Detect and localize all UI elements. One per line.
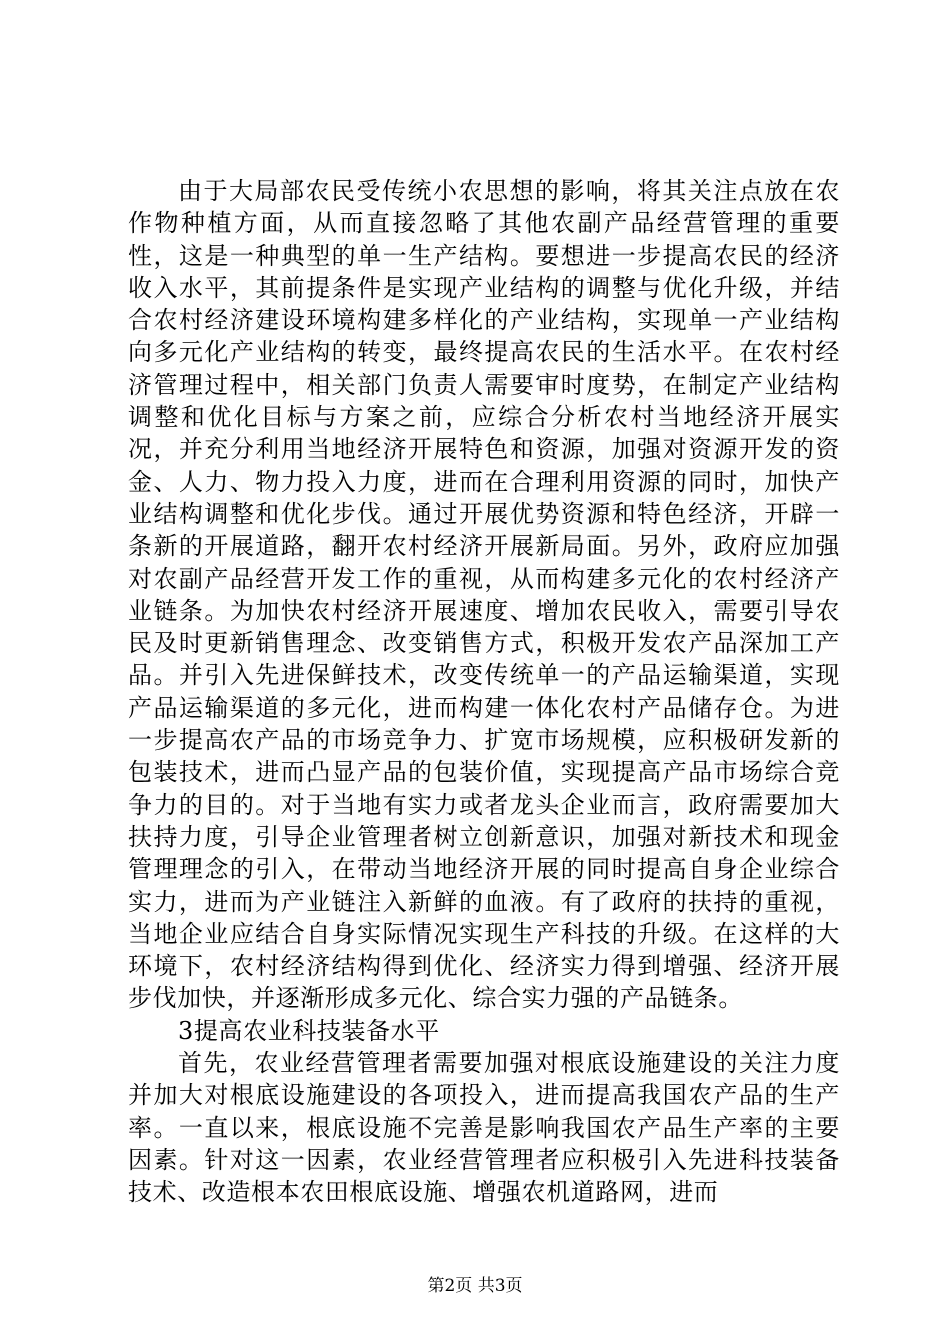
paragraph-industry-structure: 由于大局部农民受传统小农思想的影响，将其关注点放在农作物种植方面，从而直接忽略了其他农副产品经营管理的重要性，这是一种典型的单一生产结构。要想进一步提高农民的经济收入水平，其前提条件是实现产业结构的调整与优化升级，并结合农村经济建设环境构建多样化的产业结构，实现单一产业结构向多元化产业结构的转变，最终提高农民的生活水平。在农村经济管理过程中，相关部门负责人需要审时度势，在制定产业结构调整和优化目标与方案之前，应综合分析农村当地经济开展实况，并充分利用当地经济开展特色和资源，加强对资源开发的资金、人力、物力投入力度，进而在合理利用资源的同时，加快产业结构调整和优化步伐。通过开展优势资源和特色经济，开辟一条新的开展道路，翻开农村经济开展新局面。另外，政府应加强对农副产品经营开发工作的重视，从而构建多元化的农村经济产业链条。为加快农村经济开展速度、增加农民收入，需要引导农民及时更新销售理念、改变销售方式，积极开发农产品深加工产品。并引入先进保鲜技术，改变传统单一的产品运输渠道，实现产品运输渠道的多元化，进而构建一体化农村产品储存仓。为进一步提高农产品的市场竞争力、扩宽市场规模，应积极研发新的包装技术，进而凸显产品的包装价值，实现提高产品市场综合竞争力的目的。对于当地有实力或者龙头企业而言，政府需要加大扶持力度，引导企业管理者树立创新意识，加强对新技术和现金管理理念的引入，在带动当地经济开展的同时提高自身企业综合实力，进而为产业链注入新鲜的血液。有了政府的扶持的重视，当地企业应结合自身实际情况实现生产科技的升级。在这样的大环境下，农村经济结构得到优化、经济实力得到增强、经济开展步伐加快，并逐渐形成多元化、综合实力强的产品链条。 (128, 177, 840, 1013)
page-number-label: 第2页 共3页 (427, 1276, 523, 1296)
page-footer (0, 1276, 950, 1296)
section-heading-3: 3提高农业科技装备水平 (178, 1016, 440, 1045)
document-body (128, 175, 840, 1209)
paragraph-infrastructure: 首先，农业经营管理者需要加强对根底设施建设的关注力度并加大对根底设施建设的各项投入，进而提高我国农产品的生产率。一直以来，根底设施不完善是影响我国农产品生产率的主要因素。针对这一因素，农业经营管理者应积极引入先进科技装备技术、改造根本农田根底设施、增强农机道路网，进而 (128, 1049, 840, 1207)
